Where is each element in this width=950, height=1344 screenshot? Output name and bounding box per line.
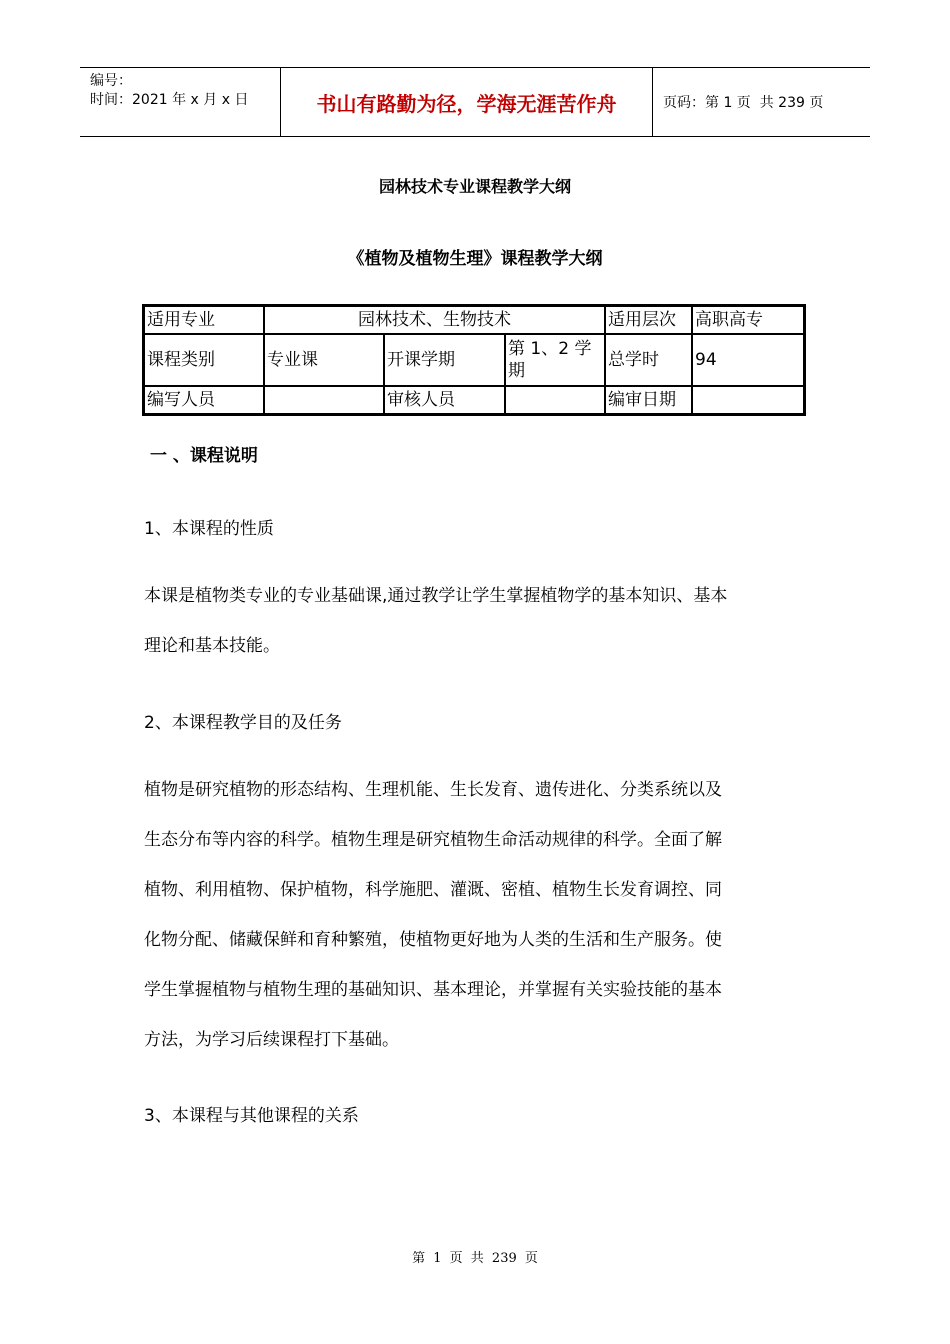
table-cell: 适用专业 bbox=[144, 306, 264, 334]
table-cell: 专业课 bbox=[264, 334, 384, 386]
document-subtitle: 《植物及植物生理》课程教学大纲 bbox=[347, 249, 603, 269]
table-cell: 总学时 bbox=[605, 334, 692, 386]
table-cell: 课程类别 bbox=[144, 334, 264, 386]
text-line: 方法，为学习后续课程打下基础。 bbox=[144, 1030, 399, 1050]
table-cell bbox=[264, 386, 384, 414]
table-cell: 开课学期 bbox=[384, 334, 505, 386]
text-line: 学生掌握植物与植物生理的基础知识、基本理论，并掌握有关实验技能的基本 bbox=[144, 980, 722, 1000]
table-cell: 第 1、2 学期 bbox=[505, 334, 605, 386]
page-header bbox=[80, 67, 870, 137]
document-title: 园林技术专业课程教学大纲 bbox=[378, 177, 571, 196]
section-heading: 一 、课程说明 bbox=[150, 446, 258, 466]
item2-paragraph bbox=[144, 765, 814, 1065]
table-cell: 高职高专 bbox=[692, 306, 804, 334]
table-row bbox=[144, 334, 804, 386]
text-line: 植物是研究植物的形态结构、生理机能、生长发育、遗传进化、分类系统以及 bbox=[144, 780, 722, 800]
text-line: 植物、利用植物、保护植物，科学施肥、灌溉、密植、植物生长发育调控、同 bbox=[144, 880, 722, 900]
item2-title: 2、本课程教学目的及任务 bbox=[144, 713, 342, 733]
text-line: 生态分布等内容的科学。植物生理是研究植物生命活动规律的科学。全面了解 bbox=[144, 830, 722, 850]
table-cell: 编写人员 bbox=[144, 386, 264, 414]
table-row bbox=[144, 306, 804, 334]
text-line: 本课是植物类专业的专业基础课,通过教学让学生掌握植物学的基本知识、基本 bbox=[144, 586, 728, 606]
table-cell: 园林技术、生物技术 bbox=[264, 306, 605, 334]
table-cell: 编审日期 bbox=[605, 386, 692, 414]
number-label: 编号： bbox=[90, 73, 132, 89]
table-cell bbox=[692, 386, 804, 414]
header-page-count: 页码：第 1 页 共 239 页 bbox=[663, 95, 824, 111]
course-info-table bbox=[142, 304, 806, 416]
table-row bbox=[144, 386, 804, 414]
text-line: 化物分配、储藏保鲜和育种繁殖，使植物更好地为人类的生活和生产服务。使 bbox=[144, 930, 722, 950]
table-cell: 审核人员 bbox=[384, 386, 505, 414]
table-cell: 适用层次 bbox=[605, 306, 692, 334]
item3-title: 3、本课程与其他课程的关系 bbox=[144, 1106, 359, 1126]
item1-paragraph bbox=[144, 571, 814, 671]
text-line: 理论和基本技能。 bbox=[144, 636, 280, 656]
page-footer: 第 1 页 共 239 页 bbox=[412, 1251, 538, 1266]
item1-title: 1、本课程的性质 bbox=[144, 519, 274, 539]
header-meta bbox=[80, 68, 281, 136]
date-label: 时间：2021 年 x 月 x 日 bbox=[90, 92, 249, 108]
table-cell: 94 bbox=[692, 334, 804, 386]
header-motto: 书山有路勤为径，学海无涯苦作舟 bbox=[281, 68, 653, 136]
table-cell bbox=[505, 386, 605, 414]
